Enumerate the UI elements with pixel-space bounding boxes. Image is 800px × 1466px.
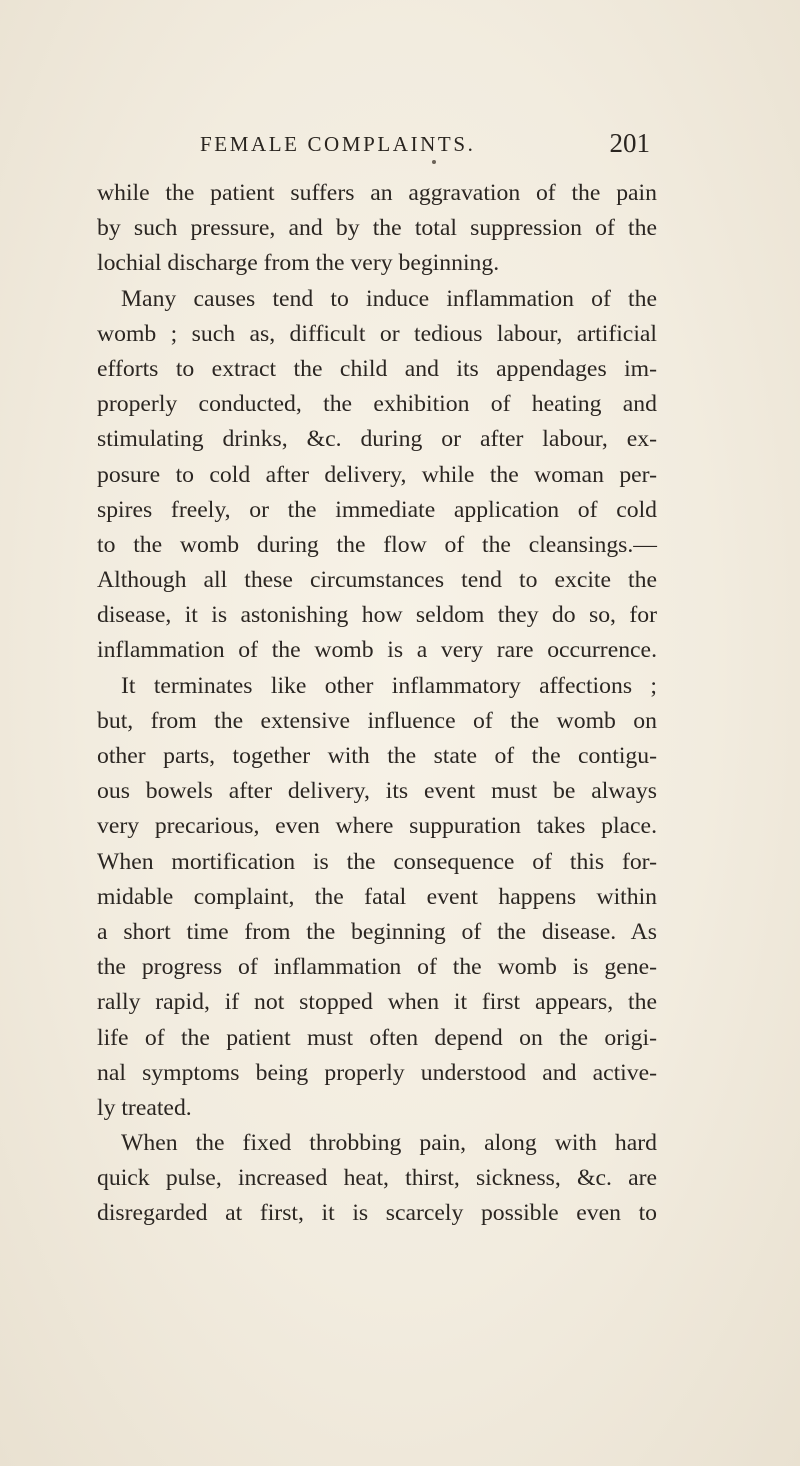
body-text (97, 176, 657, 1232)
text-line: inflammation of the womb is a very rare occurrence. (97, 637, 657, 664)
text-line: ly treated. (97, 1094, 192, 1121)
page-header (200, 128, 650, 168)
text-line: stimulating drinks, &c. during or after labour, ex- (97, 426, 657, 453)
text-line: When mortification is the consequence of this for- (97, 848, 657, 875)
text-line: posure to cold after delivery, while the woman per- (97, 461, 657, 488)
text-line: by such pressure, and by the total suppression of the (97, 215, 657, 242)
page-number: 201 (609, 128, 650, 158)
text-line: other parts, together with the state of the contigu- (97, 743, 657, 769)
text-line: rally rapid, if not stopped when it first appears, the (97, 989, 657, 1016)
text-line: efforts to extract the child and its appendages im- (97, 355, 657, 382)
paragraph-start-line: It terminates like other inflammatory affections ; (121, 672, 657, 699)
text-line: life of the patient must often depend on the origi- (97, 1024, 657, 1051)
text-line: to the womb during the flow of the cleansings.— (97, 531, 657, 558)
text-line: nal symptoms being properly understood and active- (97, 1059, 657, 1086)
text-line: lochial discharge from the very beginning. (97, 250, 500, 277)
text-line: very precarious, even where suppuration takes place. (97, 813, 657, 840)
text-line: disregarded at first, it is scarcely possible even to (97, 1200, 657, 1227)
running-title: FEMALE COMPLAINTS. (200, 132, 476, 156)
text-line: spires freely, or the immediate application of cold (97, 496, 657, 523)
text-line: a short time from the beginning of the disease. As (97, 918, 657, 945)
paragraph-start-line: When the fixed throbbing pain, along with hard (121, 1130, 657, 1157)
text-line: quick pulse, increased heat, thirst, sickness, &c. are (97, 1165, 657, 1192)
text-line: while the patient suffers an aggravation of the pain (97, 180, 657, 206)
text-line: disease, it is astonishing how seldom they do so, for (97, 602, 657, 629)
text-line: the progress of inflammation of the womb is gene- (97, 954, 657, 981)
text-line: properly conducted, the exhibition of heating and (97, 391, 657, 418)
text-line: midable complaint, the fatal event happens within (97, 883, 657, 910)
text-line: Although all these circumstances tend to excite the (97, 567, 657, 594)
paragraph-start-line: Many causes tend to induce inflammation of the (121, 285, 657, 312)
text-line: but, from the extensive influence of the womb on (97, 707, 657, 734)
text-line: ous bowels after delivery, its event must be always (97, 778, 657, 805)
text-line: womb ; such as, difficult or tedious labour, artificial (97, 320, 657, 347)
